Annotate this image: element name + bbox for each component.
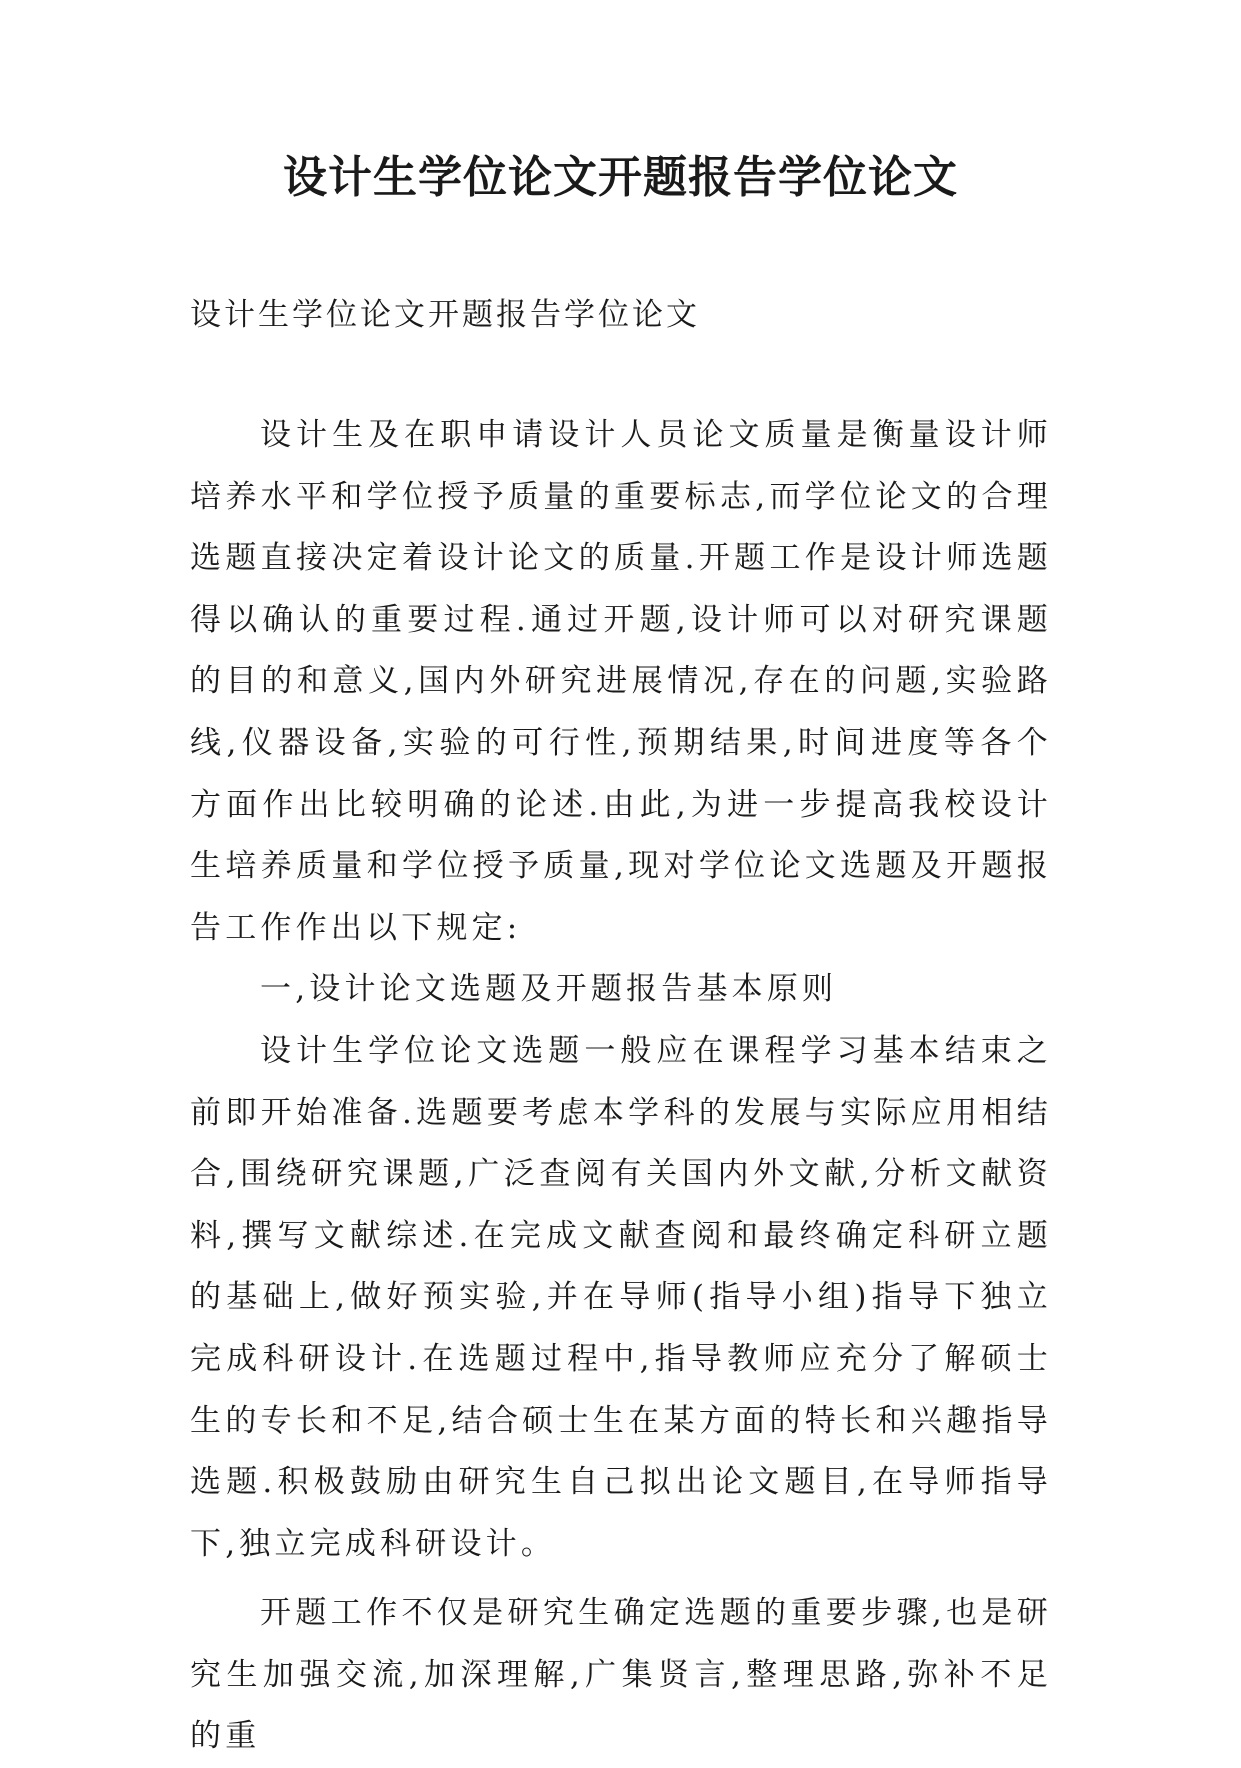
intro-paragraph: 设计生及在职申请设计人员论文质量是衡量设计师培养水平和学位授予质量的重要标志,而学位论文的合理选题直接决定着设计论文的质量.开题工作是设计师选题得以确认的重要过程.通过开题,设计师可以对研究课题的目的和意义,国内外研究进展情况,存在的问题,实验路线,仪器设备,实验的可行性,预期结果,时间进度等各个方面作出比较明确的论述.由此,为进一步提高我校设计生培养质量和学位授予质量,现对学位论文选题及开题报告工作作出以下规定: [190, 417, 1052, 946]
document-subtitle: 设计生学位论文开题报告学位论文 [190, 297, 700, 333]
document-title: 设计生学位论文开题报告学位论文 [283, 152, 958, 203]
section-heading: 一,设计论文选题及开题报告基本原则 [260, 971, 838, 1008]
body-paragraph: 开题工作不仅是研究生确定选题的重要步骤,也是研究生加强交流,加深理解,广集贤言,整理思路,弥补不足的重 [190, 1595, 1052, 1755]
body-paragraph: 设计生学位论文选题一般应在课程学习基本结束之前即开始准备.选题要考虑本学科的发展与实际应用相结合,围绕研究课题,广泛查阅有关国内外文献,分析文献资料,撰写文献综述.在完成文献查阅和最终确定科研立题的基础上,做好预实验,并在导师(指导小组)指导下独立完成科研设计.在选题过程中,指导教师应充分了解硕士生的专长和不足,结合硕士生在某方面的特长和兴趣指导选题.积极鼓励由研究生自己拟出论文题目,在导师指导下,独立完成科研设计。 [190, 1032, 1052, 1562]
document-body [190, 405, 1052, 1768]
